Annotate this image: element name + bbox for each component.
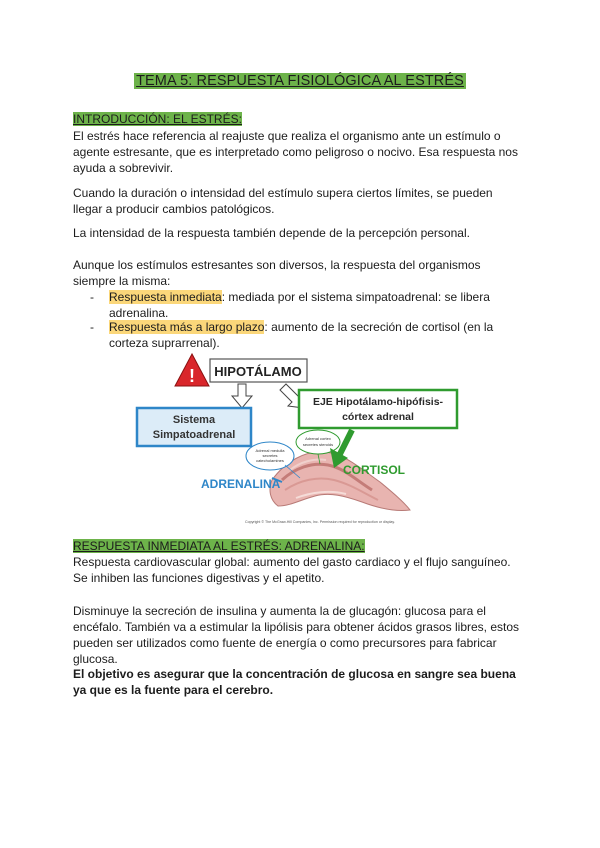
document-page: TEMA 5: RESPUESTA FISIOLÓGICA AL ESTRÉS INTRODUCCIÓN: EL ESTRÉS: El estrés hace referencia al reajuste que realiza el organismo ante un estímulo o agente estresante, que es interpretado como peligroso o nocivo. Esa respuesta nos ayuda a sobrevivir. Cuando la duración o intensidad del estímulo supera ciertos límites, se pueden llegar a producir cambios patológicos. La intensidad de la respuesta también depende de la percepción personal. Aunque los estímulos estresantes son diversos, la respuesta del organismos siempre la misma: - Respuesta inmediata: mediada por el sistema simpatoadrenal: se libera adrenalina. - Respuesta más a largo plazo: aumento de la secreción de cortisol (en la corteza suprarrenal). ! HIPOTÁLAMO Sistema Simpatoadrenal EJE Hipotálamo-hipófisis- córtex adrenal Adrenal medulla secretes catecholamines Adrenal cortex secretes steroids CORTISOL ADRENALINA Copyright © The McGraw-Hill Companies, Inc. Permission required for reproduction or display. RESPUESTA INMEDIATA AL ESTRÉS: ADRENALINA: Respuesta cardiovascular global: aumento del gasto cardiaco y el flujo sanguíneo. Se inhiben las funciones digestivas y el apetito. Disminuye la secreción de insulina y aumenta la de glucagón: glucosa para el encéfalo. También va a estimular la lipólisis para obtener ácidos grasos libres, estos pueden ser utilizados como fuente de energía o como precursores para fabricar glucosa. El objetivo es asegurar que la concentración de glucosa en sangre sea buena ya que es la fuente para el cerebro. xyxy=(0,0,600,848)
copyright-text: Copyright © The McGraw-Hill Companies, Inc. Permission required for reproduction or display. xyxy=(245,520,395,524)
immediate-heading: RESPUESTA INMEDIATA AL ESTRÉS: ADRENALINA: xyxy=(73,539,365,553)
cortisol-label: CORTISOL xyxy=(343,463,405,477)
intro-paragraph-4: Aunque los estímulos estresantes son diversos, la respuesta del organismos siempre la misma: xyxy=(73,258,481,288)
svg-text:!: ! xyxy=(189,366,195,386)
eje-label-1: EJE Hipotálamo-hipófisis- xyxy=(312,396,444,408)
adrenalina-label: ADRENALINA xyxy=(201,477,281,491)
bullet-highlight: Respuesta más a largo plazo xyxy=(109,320,265,334)
stress-response-diagram xyxy=(0,350,600,530)
svg-text:Adrenal cortex: Adrenal cortex xyxy=(305,436,331,441)
intro-heading: INTRODUCCIÓN: EL ESTRÉS: xyxy=(73,112,242,126)
sistema-label-2: Simpatoadrenal xyxy=(152,429,236,441)
svg-text:Adrenal medulla: Adrenal medulla xyxy=(255,448,285,453)
svg-text:secretes steroids: secretes steroids xyxy=(302,442,334,447)
page-title xyxy=(0,72,600,90)
page-title-text: TEMA 5: RESPUESTA FISIOLÓGICA AL ESTRÉS xyxy=(136,73,464,89)
arrow-down-icon xyxy=(232,384,252,408)
svg-text:catecholamines: catecholamines xyxy=(256,458,284,463)
eje-label-2: córtex adrenal xyxy=(342,411,414,423)
svg-text:secretes: secretes xyxy=(262,453,278,458)
immediate-paragraph-1: Respuesta cardiovascular global: aumento del gasto cardiaco y el flujo sanguíneo. Se inhiben las funciones digestivas y el apetito. xyxy=(73,555,511,585)
sistema-label-1: Sistema xyxy=(172,414,216,426)
bullet-highlight: Respuesta inmediata xyxy=(109,290,222,304)
warning-icon xyxy=(175,354,209,386)
immediate-conclusion: El objetivo es asegurar que la concentración de glucosa en sangre sea buena ya que es la fuente para el cerebro. xyxy=(73,667,516,697)
immediate-paragraph-2: Disminuye la secreción de insulina y aumenta la de glucagón: glucosa para el encéfalo. También va a estimular la lipólisis para obtener ácidos grasos libres, estos pueden ser utilizados como fuente de energía o como precursores para fabricar glucosa. xyxy=(73,604,520,666)
intro-paragraph-2: Cuando la duración o intensidad del estímulo supera ciertos límites, se pueden llegar a producir cambios patológicos. xyxy=(73,186,493,216)
hipotalamo-label: HIPOTÁLAMO xyxy=(214,364,302,379)
intro-paragraph-1: El estrés hace referencia al reajuste que realiza el organismo ante un estímulo o agente estresante, que es interpretado como peligroso o nocivo. Esa respuesta nos ayuda a sobrevivir. xyxy=(73,129,518,175)
intro-paragraph-3: La intensidad de la respuesta también depende de la percepción personal. xyxy=(73,226,470,240)
